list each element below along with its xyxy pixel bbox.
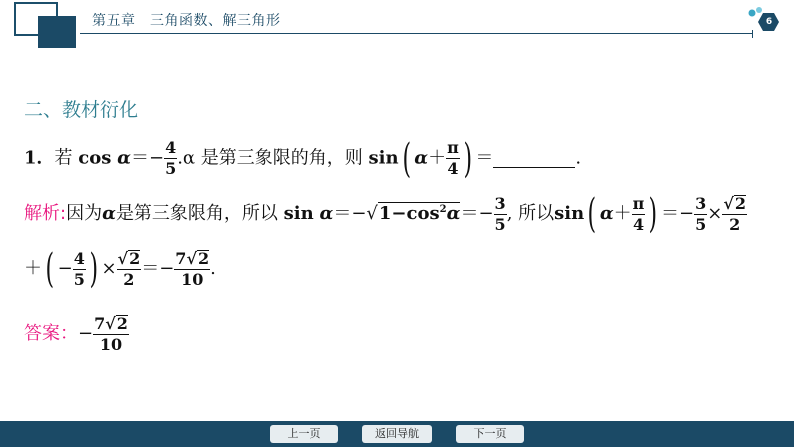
sqrt-expression: $1-\cos^2\alpha$ [378, 203, 461, 224]
sqrt-sign: √ [366, 203, 378, 224]
answer-label: 答案 [24, 323, 60, 344]
prev-page-button[interactable]: 上一页 [270, 425, 338, 443]
fraction-sqrt2-2: $\frac{√2}{2}$ [117, 249, 141, 289]
back-to-nav-button[interactable]: 返回导航 [362, 425, 432, 443]
next-page-button[interactable]: 下一页 [456, 425, 524, 443]
fraction-7sqrt2-10: $\frac{7√2}{10}$ [175, 249, 210, 289]
page-number: 6 [765, 17, 773, 27]
fraction-4-5: $\frac{4}{5}$ [165, 138, 177, 178]
chapter-title: 第五章 三角函数、解三角形 [92, 13, 281, 29]
answer-fraction: $\frac{7√2}{10}$ [94, 314, 128, 354]
problem-number: 1． [24, 147, 55, 169]
analysis-label: 解析 [24, 203, 60, 224]
header-divider [80, 33, 752, 34]
header-logo-block [38, 16, 76, 48]
analysis-line-1: 解析:因为α是第三象限角，所以 $\sin \alpha=-√1-\cos^2\alpha=-$ $\frac{3}{5}$ , 所以sin( α＋ $\frac{\pi}{4}$ ) ＝− $\frac{3}{5}$ × $\frac{√2}{2}$ [24, 191, 746, 237]
problem-statement: 1．若 cos α＝− $\frac{4}{5}$ .α 是第三象限的角，则 sin( α＋ $\frac{\pi}{4}$ ) ＝ . [24, 135, 582, 182]
answer-blank [493, 149, 575, 168]
analysis-line-2: ＋( − $\frac{4}{5}$ ) × $\frac{√2}{2}$ ＝− $\frac{7√2}{10}$ . [24, 246, 216, 292]
fraction-4-5: $\frac{4}{5}$ [73, 248, 85, 289]
answer-line: 答案：− $\frac{7√2}{10}$ [24, 314, 128, 354]
fraction-pi-4: $\frac{\pi}{4}$ [632, 193, 645, 234]
fraction-sqrt2-2: $\frac{√2}{2}$ [723, 194, 746, 234]
fraction-3-5: $\frac{3}{5}$ [494, 193, 506, 234]
section-title: 二、教材衍化 [24, 99, 139, 121]
fraction-pi-4: $\frac{\pi}{4}$ [447, 138, 459, 178]
fraction-3-5: $\frac{3}{5}$ [695, 193, 707, 234]
